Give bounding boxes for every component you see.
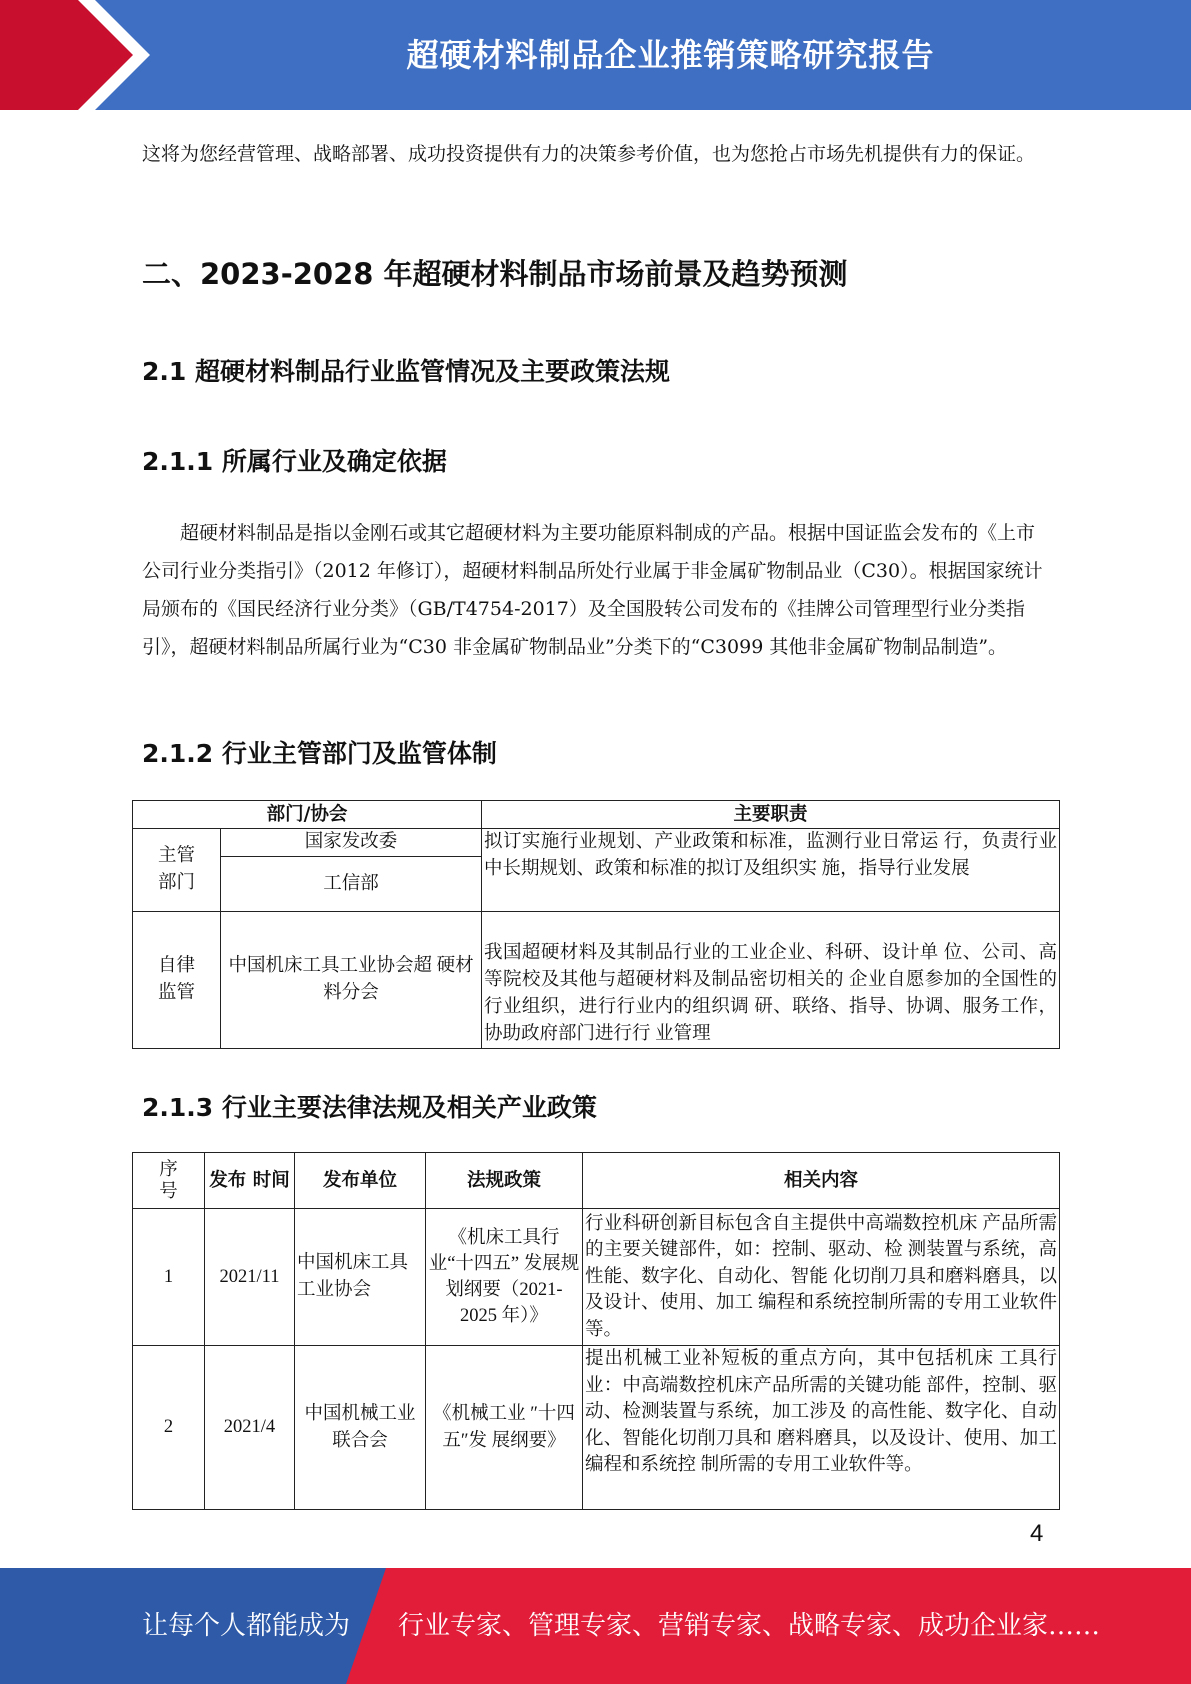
content-cell: 提出机械工业补短板的重点方向，其中包括机床 工具行业：中高端数控机床产品所需的关键功能 部件，控制、驱动、检测装置与系统，加工涉及 的高性能、数字化、自动化、智能化切削刀具和 磨料磨具，以及设计、使用、加工编程和系统控 制所需的专用工业软件等。 bbox=[583, 1346, 1060, 1510]
table-header-cell: 发布 时间 bbox=[205, 1153, 295, 1209]
subsection-2-1-2-heading: 2.1.2 行业主管部门及监管体制 bbox=[142, 739, 497, 768]
header-arrow-icon bbox=[0, 0, 150, 110]
intro-paragraph: 这将为您经营管理、战略部署、成功投资提供有力的决策参考价值，也为您抢占市场先机提供有力的保证。 bbox=[142, 143, 1036, 165]
table-row bbox=[133, 912, 1060, 1049]
subsection-2-1-heading: 2.1 超硬材料制品行业监管情况及主要政策法规 bbox=[142, 357, 670, 386]
unit-cell: 工信部 bbox=[221, 857, 482, 912]
table-header-row bbox=[133, 801, 1060, 829]
subsection-2-1-1-heading: 2.1.1 所属行业及确定依据 bbox=[142, 447, 447, 476]
table-header-cell: 法规政策 bbox=[426, 1153, 583, 1209]
page-footer bbox=[0, 1568, 1191, 1684]
issuer-cell: 中国机床工具工业协会 bbox=[295, 1209, 426, 1346]
group-label-cell: 主管部门 bbox=[133, 829, 221, 912]
section-heading: 二、2023-2028 年超硬材料制品市场前景及趋势预测 bbox=[142, 257, 848, 291]
group-label-cell: 自律监管 bbox=[133, 912, 221, 1049]
unit-cell: 中国机床工具工业协会超 硬材料分会 bbox=[221, 912, 482, 1049]
table-header-cell: 主要职责 bbox=[482, 801, 1060, 829]
policy-cell: 《机械工业 ″十四五″发 展纲要》 bbox=[426, 1346, 583, 1510]
content-cell: 行业科研创新目标包含自主提供中高端数控机床 产品所需的主要关键部件，如：控制、驱动、检 测装置与系统，高性能、数字化、自动化、智能 化切削刀具和磨料磨具，以及设计、使用、加工 编程和系统控制所需的专用工业软件等。 bbox=[583, 1209, 1060, 1346]
table-row bbox=[133, 829, 1060, 857]
table-header-row bbox=[133, 1153, 1060, 1209]
table-header-cell: 相关内容 bbox=[583, 1153, 1060, 1209]
policy-table bbox=[132, 1152, 1060, 1510]
regulatory-authority-table bbox=[132, 800, 1060, 1049]
table-row bbox=[133, 1346, 1060, 1510]
duty-cell: 我国超硬材料及其制品行业的工业企业、科研、设计单 位、公司、高等院校及其他与超硬材料及制品密切相关的 企业自愿参加的全国性的行业组织，进行行业内的组织调 研、联络、指导、协调、服务工作，协助政府部门进行行 业管理 bbox=[482, 912, 1060, 1049]
page-header bbox=[0, 0, 1191, 110]
table-header-cell: 部门/协会 bbox=[133, 801, 482, 829]
table-row bbox=[133, 1209, 1060, 1346]
table-header-cell: 发布单位 bbox=[295, 1153, 426, 1209]
unit-cell: 国家发改委 bbox=[221, 829, 482, 857]
subsection-2-1-3-heading: 2.1.3 行业主要法律法规及相关产业政策 bbox=[142, 1093, 597, 1122]
footer-slogan-left: 让每个人都能成为 bbox=[142, 1611, 351, 1641]
policy-cell: 《机床工具行 业“十四五” 发展规划纲要（2021-2025 年）》 bbox=[426, 1209, 583, 1346]
report-title: 超硬材料制品企业推销策略研究报告 bbox=[406, 36, 935, 74]
date-cell: 2021/11 bbox=[205, 1209, 295, 1346]
date-cell: 2021/4 bbox=[205, 1346, 295, 1510]
page-number: 4 bbox=[1030, 1520, 1044, 1547]
duty-cell: 拟订实施行业规划、产业政策和标准，监测行业日常运 行，负责行业中长期规划、政策和标准的拟订及组织实 施，指导行业发展 bbox=[482, 829, 1060, 912]
industry-classification-paragraph: 超硬材料制品是指以金刚石或其它超硬材料为主要功能原料制成的产品。根据中国证监会发布的《上市公司行业分类指引》（2012 年修订），超硬材料制品所处行业属于非金属矿物制品业（C30）。根据国家统计局颁布的《国民经济行业分类》（GB/T4754-2017）及全国股转公司发布的《挂牌公司管理型行业分类指引》，超硬材料制品所属行业为“C30 非金属矿物制品业”分类下的“C3099 其他非金属矿物制品制造”。 bbox=[142, 522, 1043, 658]
table-header-cell: 序号 bbox=[133, 1153, 205, 1209]
row-number-cell: 1 bbox=[133, 1209, 205, 1346]
issuer-cell: 中国机械工业联合会 bbox=[295, 1346, 426, 1510]
row-number-cell: 2 bbox=[133, 1346, 205, 1510]
footer-slogan-right: 行业专家、管理专家、营销专家、战略专家、成功企业家…… bbox=[398, 1611, 1101, 1641]
